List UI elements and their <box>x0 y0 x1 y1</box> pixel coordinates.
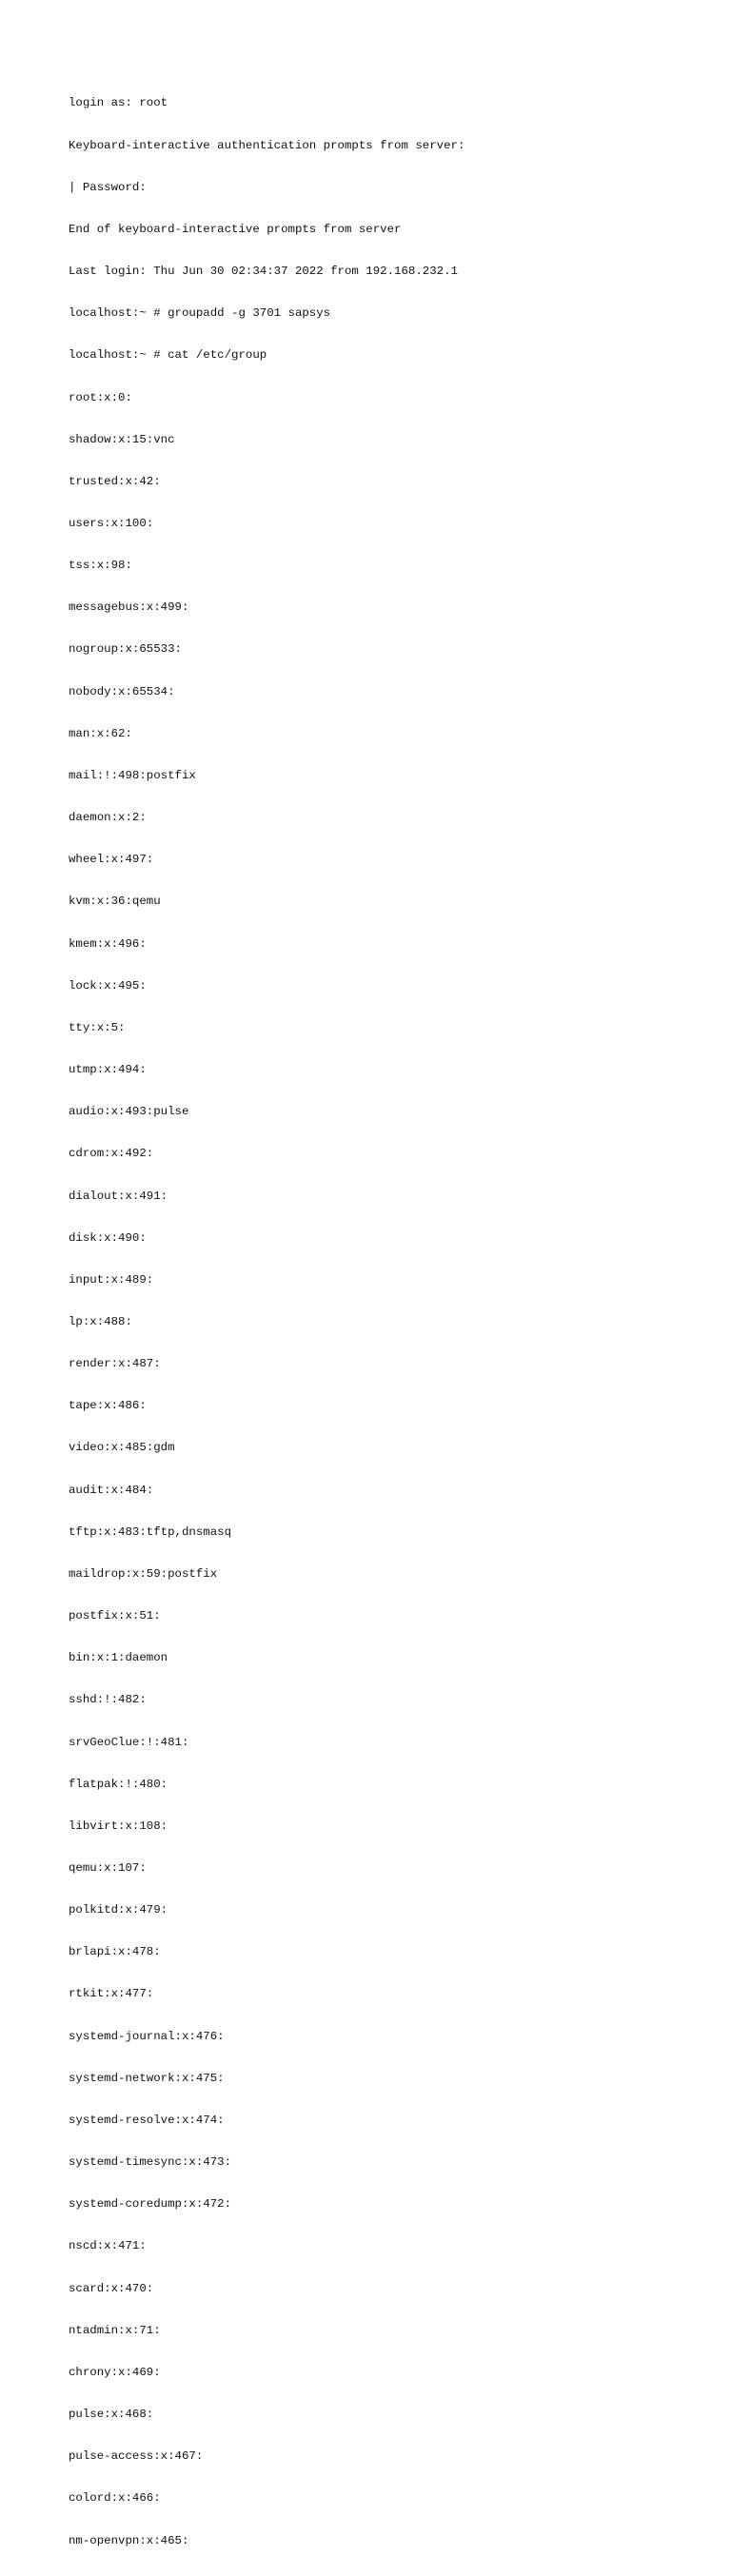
terminal-line: tss:x:98: <box>69 559 132 573</box>
terminal-line: dialout:x:491: <box>69 1189 168 1203</box>
terminal-line: systemd-journal:x:476: <box>69 2029 225 2043</box>
terminal-line: bin:x:1:daemon <box>69 1651 168 1665</box>
terminal-line: systemd-network:x:475: <box>69 2071 225 2085</box>
terminal-line: ntadmin:x:71: <box>69 2323 161 2337</box>
terminal-line: systemd-coredump:x:472: <box>69 2197 232 2212</box>
terminal-line: maildrop:x:59:postfix <box>69 1566 218 1581</box>
terminal-line: utmp:x:494: <box>69 1063 147 1077</box>
terminal-line: cdrom:x:492: <box>69 1147 154 1161</box>
terminal-line: kmem:x:496: <box>69 936 147 951</box>
terminal-line: render:x:487: <box>69 1357 161 1371</box>
terminal-line: systemd-resolve:x:474: <box>69 2113 225 2127</box>
terminal-line: localhost:~ # groupadd -g 3701 sapsys <box>69 306 331 321</box>
terminal-line: tty:x:5: <box>69 1020 126 1034</box>
terminal-line: polkitd:x:479: <box>69 1903 168 1917</box>
terminal-line: | Password: <box>69 180 147 194</box>
terminal-line: End of keyboard-interactive prompts from server <box>69 222 402 236</box>
terminal-line: trusted:x:42: <box>69 474 161 488</box>
terminal-line: chrony:x:469: <box>69 2365 161 2379</box>
terminal-line: brlapi:x:478: <box>69 1945 161 1959</box>
terminal-line: Last login: Thu Jun 30 02:34:37 2022 from 192.168.232.1 <box>69 265 458 279</box>
terminal-line: systemd-timesync:x:473: <box>69 2155 232 2170</box>
terminal-line: nobody:x:65534: <box>69 684 175 698</box>
terminal-line: audio:x:493:pulse <box>69 1105 189 1119</box>
terminal-line: man:x:62: <box>69 726 132 740</box>
terminal-line: pulse-access:x:467: <box>69 2449 204 2464</box>
terminal-line: rtkit:x:477: <box>69 1987 154 2001</box>
terminal-line: tape:x:486: <box>69 1399 147 1413</box>
terminal-line: srvGeoClue:!:481: <box>69 1735 189 1749</box>
terminal-output <box>69 69 464 2576</box>
terminal-line: nscd:x:471: <box>69 2239 147 2253</box>
terminal-line: login as: root <box>69 96 168 110</box>
terminal-line: wheel:x:497: <box>69 853 154 867</box>
terminal-line: libvirt:x:108: <box>69 1819 168 1833</box>
terminal-line: lock:x:495: <box>69 978 147 993</box>
terminal-line: Keyboard-interactive authentication prompts from server: <box>69 138 465 152</box>
terminal-line: scard:x:470: <box>69 2281 154 2295</box>
terminal-line: users:x:100: <box>69 517 154 530</box>
terminal-line: colord:x:466: <box>69 2491 161 2506</box>
terminal-line: tftp:x:483:tftp,dnsmasq <box>69 1524 232 1539</box>
terminal-line: disk:x:490: <box>69 1230 147 1245</box>
terminal-line: root:x:0: <box>69 390 132 404</box>
terminal-line: mail:!:498:postfix <box>69 768 196 782</box>
terminal-line: daemon:x:2: <box>69 811 147 825</box>
terminal-line: qemu:x:107: <box>69 1861 147 1875</box>
terminal-line: postfix:x:51: <box>69 1609 161 1623</box>
terminal-line: nm-openvpn:x:465: <box>69 2533 189 2547</box>
terminal-line: sshd:!:482: <box>69 1693 147 1707</box>
terminal-line: shadow:x:15:vnc <box>69 432 175 446</box>
terminal-line: flatpak:!:480: <box>69 1777 168 1791</box>
terminal-line: messagebus:x:499: <box>69 600 189 615</box>
terminal-line: audit:x:484: <box>69 1483 154 1497</box>
terminal-line: input:x:489: <box>69 1272 154 1287</box>
terminal-line: lp:x:488: <box>69 1314 132 1328</box>
terminal-line: video:x:485:gdm <box>69 1441 175 1455</box>
terminal-line: pulse:x:468: <box>69 2408 154 2422</box>
terminal-line: nogroup:x:65533: <box>69 642 182 657</box>
terminal-line: localhost:~ # cat /etc/group <box>69 348 267 363</box>
terminal-line: kvm:x:36:qemu <box>69 895 161 909</box>
